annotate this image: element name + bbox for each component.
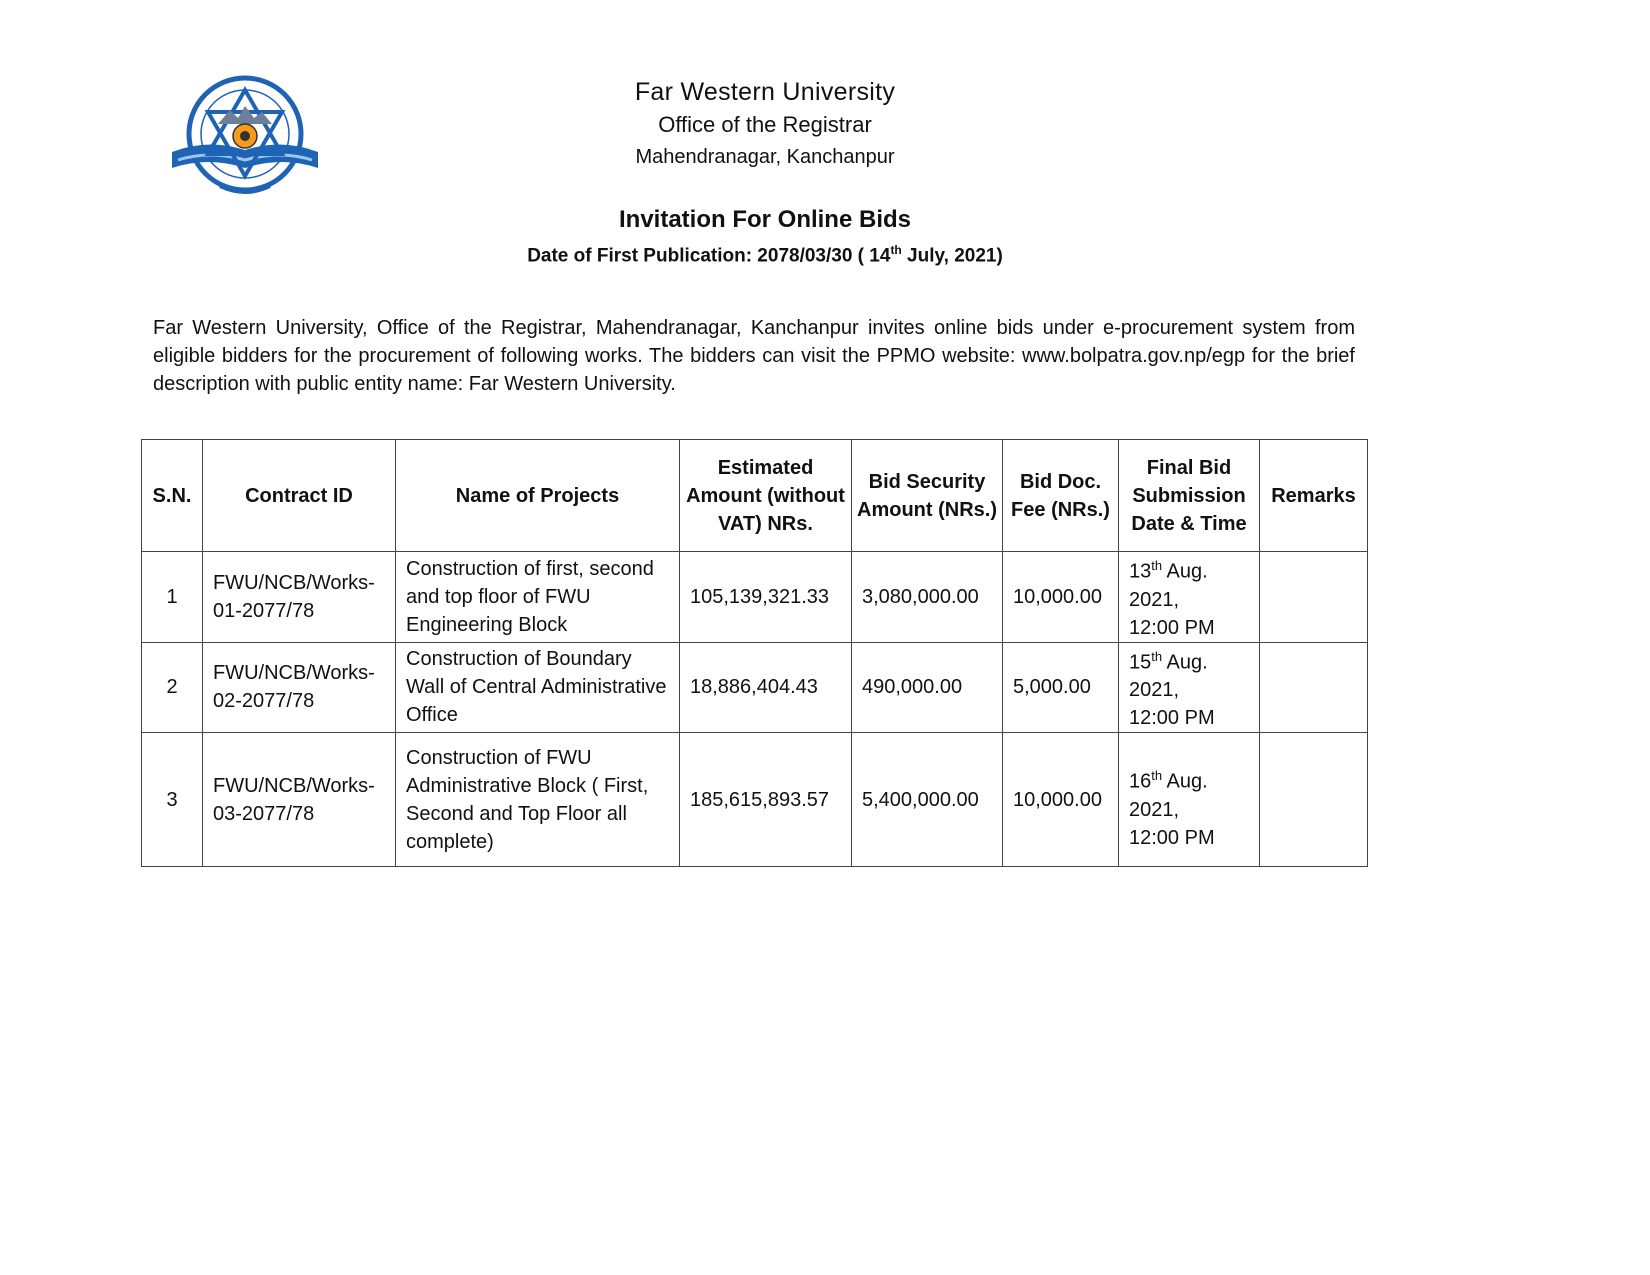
cell-submission-date: 13th Aug. 2021, 12:00 PM bbox=[1119, 552, 1260, 643]
cell-contract-id: FWU/NCB/Works-01-2077/78 bbox=[203, 552, 396, 643]
table-header-row bbox=[142, 440, 1368, 552]
cell-doc-fee: 10,000.00 bbox=[1003, 552, 1119, 643]
organization-name: Far Western University bbox=[634, 78, 896, 106]
cell-sn: 2 bbox=[142, 642, 203, 733]
header-submission-date: Final Bid Submission Date & Time bbox=[1119, 440, 1260, 552]
cell-project-name: Construction of first, second and top floor of FWU Engineering Block bbox=[396, 552, 680, 643]
publication-date: Date of First Publication: 2078/03/30 ( 14th July, 2021) bbox=[527, 243, 1003, 267]
cell-remarks bbox=[1260, 733, 1368, 867]
cell-bid-security: 3,080,000.00 bbox=[852, 552, 1003, 643]
table-row bbox=[142, 552, 1368, 643]
cell-remarks bbox=[1260, 642, 1368, 733]
cell-submission-date: 16th Aug. 2021, 12:00 PM bbox=[1119, 733, 1260, 867]
office-location: Mahendranagar, Kanchanpur bbox=[635, 146, 895, 168]
cell-contract-id: FWU/NCB/Works-03-2077/78 bbox=[203, 733, 396, 867]
cell-doc-fee: 5,000.00 bbox=[1003, 642, 1119, 733]
notice-title: Invitation For Online Bids bbox=[618, 206, 911, 233]
header-remarks: Remarks bbox=[1260, 440, 1368, 552]
header-doc-fee: Bid Doc. Fee (NRs.) bbox=[1003, 440, 1119, 552]
cell-estimated-amount: 105,139,321.33 bbox=[680, 552, 852, 643]
header-estimated-amount: Estimated Amount (without VAT) NRs. bbox=[680, 440, 852, 552]
bids-table bbox=[141, 439, 1368, 867]
cell-remarks bbox=[1260, 552, 1368, 643]
table-row bbox=[142, 642, 1368, 733]
cell-estimated-amount: 18,886,404.43 bbox=[680, 642, 852, 733]
header-sn: S.N. bbox=[142, 440, 203, 552]
cell-project-name: Construction of FWU Administrative Block ( First, Second and Top Floor all complete) bbox=[396, 733, 680, 867]
cell-estimated-amount: 185,615,893.57 bbox=[680, 733, 852, 867]
header-contract-id: Contract ID bbox=[203, 440, 396, 552]
cell-contract-id: FWU/NCB/Works-02-2077/78 bbox=[203, 642, 396, 733]
cell-sn: 1 bbox=[142, 552, 203, 643]
university-seal-icon bbox=[168, 68, 322, 204]
office-name: Office of the Registrar bbox=[658, 112, 872, 137]
cell-doc-fee: 10,000.00 bbox=[1003, 733, 1119, 867]
notice-body: Far Western University, Office of the Registrar, Mahendranagar, Kanchanpur invites online bids under e-procurement system from eligible bidders for the procurement of following works. The bidders can visit the PPMO website: www.bolpatra.gov.np/egp for the brief description with public entity name: Far Western University. bbox=[153, 317, 1355, 395]
cell-bid-security: 5,400,000.00 bbox=[852, 733, 1003, 867]
table-row bbox=[142, 733, 1368, 867]
cell-submission-date: 15th Aug. 2021, 12:00 PM bbox=[1119, 642, 1260, 733]
cell-bid-security: 490,000.00 bbox=[852, 642, 1003, 733]
cell-project-name: Construction of Boundary Wall of Central Administrative Office bbox=[396, 642, 680, 733]
header-bid-security: Bid Security Amount (NRs.) bbox=[852, 440, 1003, 552]
header-project-name: Name of Projects bbox=[396, 440, 680, 552]
cell-sn: 3 bbox=[142, 733, 203, 867]
